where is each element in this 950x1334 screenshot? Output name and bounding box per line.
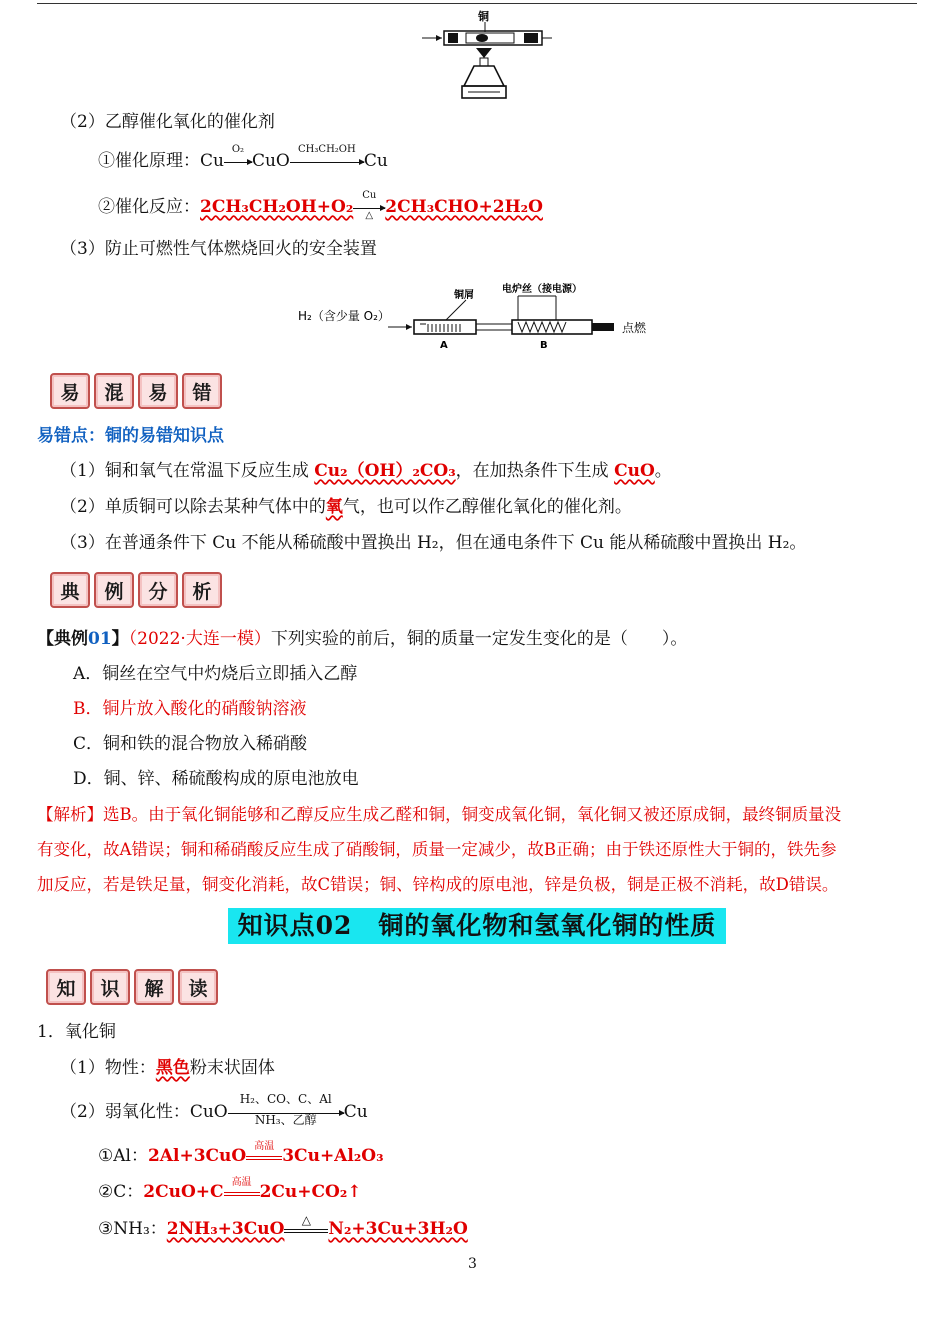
- nh3-cond: △: [301, 1212, 312, 1227]
- c-right: 2Cu+CO₂↑: [259, 1182, 362, 1202]
- badge-char: 混: [94, 373, 134, 409]
- catalyst-principle: [98, 143, 388, 173]
- cuo-oxidizing: [60, 1091, 368, 1127]
- badge-char: 识: [90, 969, 130, 1005]
- page-number: 3: [468, 1256, 477, 1272]
- badge-example: [50, 572, 222, 608]
- cuo-heading: 1．氧化铜: [37, 1022, 116, 1042]
- option-b: B．铜片放入酸化的硝酸钠溶液: [73, 699, 307, 719]
- badge-char: 析: [182, 572, 222, 608]
- badge-char: 分: [138, 572, 178, 608]
- c-cond: 高温: [231, 1176, 252, 1188]
- confuse-item-1: [60, 460, 672, 482]
- label-ignite: 点燃: [622, 321, 647, 335]
- analysis-line-1: 【解析】选B。由于氧化铜能够和乙醇反应生成乙醛和铜，铜变成氧化铜，氧化铜又被还原成铜，最终铜质量没: [37, 805, 842, 824]
- section-title: 知识点02 铜的氧化物和氢氧化铜的性质: [228, 908, 726, 944]
- label-copper: 铜屑: [454, 290, 474, 301]
- al-label: ①Al：: [98, 1146, 148, 1166]
- label-a: A: [440, 340, 448, 351]
- option-a: A．铜丝在空气中灼烧后立即插入乙醇: [73, 664, 358, 684]
- safety-heading: （3）防止可燃性气体燃烧回火的安全装置: [60, 239, 377, 259]
- reaction-right: 2CH₃CHO+2H₂O: [385, 197, 543, 217]
- option-d: D．铜、锌、稀硫酸构成的原电池放电: [73, 769, 359, 789]
- badge-char: 易: [50, 373, 90, 409]
- principle-end: Cu: [363, 151, 388, 171]
- nh3-cond-bar: [284, 1212, 328, 1241]
- confuse-title: 易错点：铜的易错知识点: [37, 426, 224, 446]
- safety-device-diagram: [296, 280, 658, 352]
- item1-red2: CuO: [614, 461, 655, 481]
- ox-bottom: NH₃、乙醇: [254, 1112, 317, 1127]
- item2-pre: （2）单质铜可以除去某种气体中的: [60, 497, 326, 517]
- example-question-text: 下列实验的前后，铜的质量一定发生变化的是（ ）。: [270, 629, 688, 649]
- reaction-label: ②催化反应：: [98, 197, 200, 217]
- option-c: C．铜和铁的混合物放入稀硝酸: [73, 734, 308, 754]
- example-source: （2022·大连一模）: [128, 629, 271, 649]
- al-right: 3Cu+Al₂O₃: [282, 1146, 384, 1166]
- reaction-cond-bottom: △: [365, 209, 374, 221]
- analysis-line-2: 有变化，故A错误；铜和稀硝酸反应生成了硝酸铜，质量一定减少，故B正确；由于铁还原性大于铜的，铁先参: [37, 840, 837, 859]
- example-tag-num: 01: [88, 629, 112, 649]
- item1-pre: （1）铜和氧气在常温下反应生成: [60, 461, 315, 481]
- ox-arrow: [228, 1091, 344, 1127]
- badge-char: 解: [134, 969, 174, 1005]
- reaction-cond-top: Cu: [362, 189, 377, 201]
- principle-reagent: CH₃CH₂OH: [298, 143, 356, 155]
- nh3-right: N₂+3Cu+3H₂O: [328, 1219, 468, 1239]
- badge-char: 知: [46, 969, 86, 1005]
- catalyst-heading: （2）乙醇催化氧化的催化剂: [60, 112, 275, 132]
- badge-char: 例: [94, 572, 134, 608]
- item1-mid: ，在加热条件下生成: [455, 461, 615, 481]
- confuse-item-2: [60, 496, 632, 518]
- nh3-label: ③NH₃：: [98, 1219, 167, 1239]
- al-cond: 高温: [254, 1140, 275, 1152]
- principle-o2: O₂: [231, 143, 245, 155]
- cuo-physical: [60, 1057, 275, 1079]
- ox-top: H₂、CO、C、Al: [239, 1091, 332, 1106]
- analysis-line-3: 加反应，若是铁足量，铜变化消耗，故C错误；铜、锌构成的原电池，锌是负极，铜是正极不消耗，故D错误。: [37, 875, 839, 894]
- principle-arrow-ethanol: [290, 143, 364, 173]
- cuo-nh3-reaction: [98, 1212, 468, 1241]
- c-label: ②C：: [98, 1182, 144, 1202]
- al-left: 2Al+3CuO: [147, 1146, 247, 1166]
- c-left: 2CuO+C: [143, 1182, 224, 1202]
- principle-arrow-o2: [224, 143, 252, 173]
- cuo-al-reaction: [98, 1140, 384, 1168]
- catalyst-reaction: [98, 189, 543, 221]
- label-b: B: [540, 340, 548, 351]
- badge-char: 读: [178, 969, 218, 1005]
- item2-end: 气，也可以作乙醇催化氧化的催化剂。: [342, 497, 632, 517]
- principle-cu: Cu: [200, 151, 224, 171]
- reaction-arrow: [353, 189, 385, 221]
- phys-red: 黑色: [155, 1058, 190, 1078]
- nh3-left: 2NH₃+3CuO: [166, 1219, 285, 1239]
- badge-char: 错: [182, 373, 222, 409]
- badge-char: 易: [138, 373, 178, 409]
- item1-red1: Cu₂（OH）₂CO₃: [314, 461, 456, 481]
- badge-confuse: [50, 373, 222, 409]
- c-cond-bar: [224, 1176, 260, 1204]
- principle-cuo: CuO: [251, 151, 290, 171]
- diagram-label-copper: 铜: [478, 10, 489, 23]
- ox-pre: （2）弱氧化性：CuO: [60, 1102, 228, 1122]
- phys-end: 粉末状固体: [189, 1058, 275, 1078]
- example-question: [37, 628, 687, 650]
- badge-read: [46, 969, 218, 1005]
- label-wire: 电炉丝（接电源）: [502, 284, 582, 295]
- al-cond-bar: [246, 1140, 282, 1168]
- tube-heating-diagram: [418, 8, 554, 102]
- principle-label: ①催化原理：: [98, 151, 200, 171]
- header-rule: [37, 3, 917, 4]
- ox-end: Cu: [343, 1102, 368, 1122]
- confuse-item-3: （3）在普通条件下 Cu 不能从稀硫酸中置换出 H₂，但在通电条件下 Cu 能从稀硫酸中置换出 H₂。: [60, 533, 807, 553]
- example-tag-open: 【典例: [37, 629, 88, 649]
- item1-end: 。: [654, 461, 672, 481]
- badge-char: 典: [50, 572, 90, 608]
- example-tag-close: 】: [111, 629, 129, 649]
- item2-red: 氧: [325, 497, 343, 517]
- phys-pre: （1）物性：: [60, 1058, 156, 1078]
- label-h2: H₂（含少量 O₂）: [298, 309, 390, 323]
- cuo-c-reaction: [98, 1176, 362, 1204]
- reaction-left: 2CH₃CH₂OH+O₂: [200, 197, 354, 217]
